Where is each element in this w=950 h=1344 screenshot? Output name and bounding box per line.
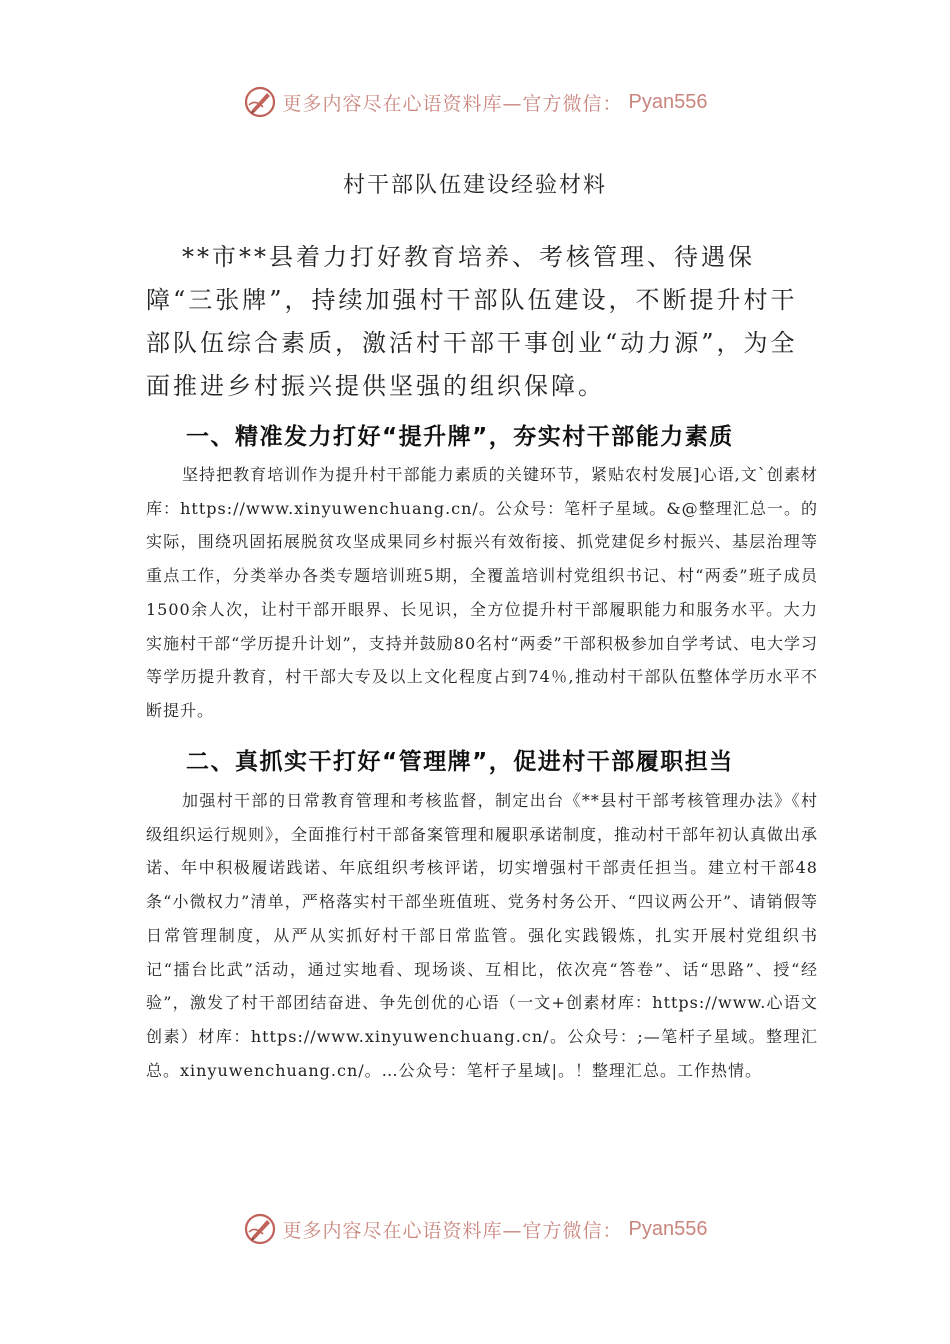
watermark-text: 更多内容尽在心语资料库—官方微信： [282, 92, 623, 115]
section-body-1: 坚持把教育培训作为提升村干部能力素质的关键环节，紧贴农村发展]心语,文`创素材库：https://www.xinyuwenchuang.cn/。公众号：笔杆子星域。&@整理汇总一。的实际，围绕巩固拓展脱贫攻坚成果同乡村振兴有效衔接、抓党建促乡村振兴、基层治理等重点工作，分类举办各类专题培训班5期，全覆盖培训村党组织书记、村“两委”班子成员1500余人次，让村干部开眼界、长见识，全方位提升村干部履职能力和服务水平。大力实施村干部“学历提升计划”，支持并鼓励80名村“两委”干部积极参加自学考试、电大学习等学历提升教育，村干部大专及以上文化程度占到74％,推动村干部队伍整体学历水平不断提升。 [146, 465, 818, 720]
pen-logo-icon [243, 85, 277, 119]
footer-watermark [0, 1209, 950, 1249]
pen-logo-icon [243, 1212, 277, 1246]
watermark-wechat-id: Pyan556 [628, 1217, 708, 1240]
section-body-2: 加强村干部的日常教育管理和考核监督，制定出台《**县村干部考核管理办法》《村级组织运行规则》，全面推行村干部备案管理和履职承诺制度，推动村干部年初认真做出承诺、年中积极履诺践诺、年底组织考核评诺，切实增强村干部责任担当。建立村干部48条“小微权力”清单，严格落实村干部坐班值班、党务村务公开、“四议两公开”、请销假等日常管理制度，从严从实抓好村干部日常监管。强化实践锻炼，扎实开展村党组织书记“擂台比武”活动，通过实地看、现场谈、互相比，依次亮“答卷”、话“思路”、授“经验”，激发了村干部团结奋进、争先创优的心语（一文+创素材库：https://www.心语文创素）材库：https://www.xinyuwenchuang.cn/。公众号：;—笔杆子星域。整理汇总。xinyuwenchuang.cn/。…公众号：笔杆子星域|。！整理汇总。工作热情。 [146, 791, 819, 1080]
section-heading-2: 二、真抓实干打好“管理牌”，促进村干部履职担当 [186, 749, 734, 775]
header-watermark [0, 82, 950, 122]
intro-paragraph: **市**县着力打好教育培养、考核管理、待遇保障“三张牌”，持续加强村干部队伍建设，不断提升村干部队伍综合素质，激活村干部干事创业“动力源”，为全面推进乡村振兴提供坚强的组织保障。 [146, 243, 798, 400]
section-heading-1: 一、精准发力打好“提升牌”，夯实村干部能力素质 [186, 424, 734, 450]
watermark-wechat-id: Pyan556 [628, 90, 708, 113]
document-title: 村干部队伍建设经验材料 [342, 173, 607, 198]
watermark-text: 更多内容尽在心语资料库—官方微信： [282, 1219, 623, 1242]
